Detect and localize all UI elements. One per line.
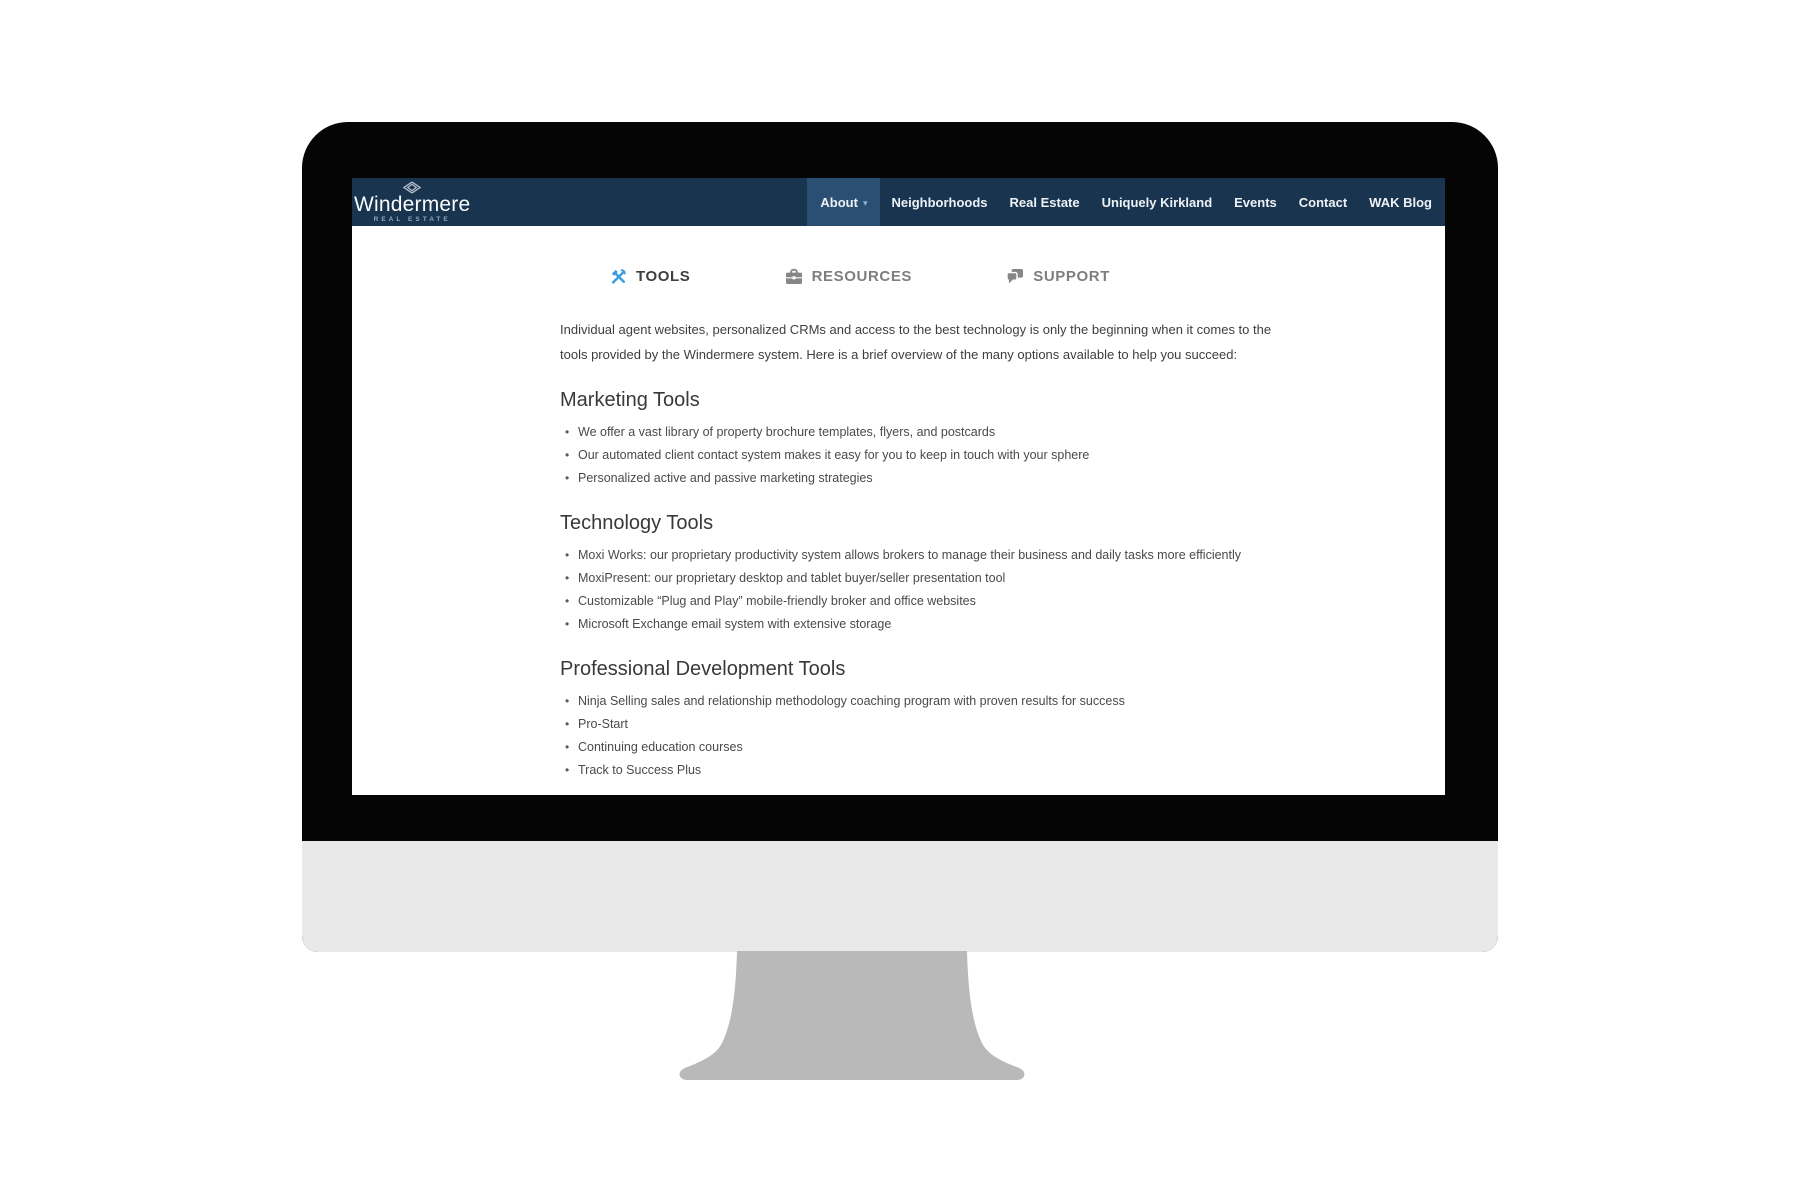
browser-viewport bbox=[352, 178, 1445, 795]
list-item: • Pro-Start bbox=[560, 713, 1284, 736]
monitor-chin bbox=[302, 841, 1498, 952]
list-item: • Customizable “Plug and Play” mobile-friendly broker and office websites bbox=[560, 590, 1284, 613]
windermere-logo[interactable] bbox=[352, 178, 470, 226]
list-item: • Continuing education courses bbox=[560, 736, 1284, 759]
nav-item-label: WAK Blog bbox=[1369, 194, 1432, 210]
tab-support[interactable] bbox=[1006, 268, 1110, 285]
nav-item-wak-blog[interactable] bbox=[1358, 178, 1443, 226]
brand-tagline: REAL ESTATE bbox=[373, 215, 451, 223]
section-technology-tools bbox=[560, 512, 1284, 636]
nav-item-neighborhoods[interactable] bbox=[880, 178, 998, 226]
nav-item-label: About bbox=[820, 194, 858, 210]
nav-item-label: Real Estate bbox=[1009, 194, 1080, 210]
list-item: • Ninja Selling sales and relationship methodology coaching program with proven results for success bbox=[560, 690, 1284, 713]
nav-item-label: Neighborhoods bbox=[891, 194, 988, 210]
briefcase-icon bbox=[785, 268, 803, 285]
list-item: • Track to Success Plus bbox=[560, 759, 1284, 782]
nav-item-label: Contact bbox=[1298, 194, 1348, 210]
bullet-list bbox=[560, 544, 1284, 636]
list-item: • We offer a vast library of property brochure templates, flyers, and postcards bbox=[560, 421, 1284, 444]
nav-item-label: Uniquely Kirkland bbox=[1101, 194, 1213, 210]
page-content bbox=[560, 317, 1284, 782]
chat-bubbles-icon bbox=[1006, 268, 1024, 285]
tab-label: TOOLS bbox=[636, 268, 691, 285]
list-item: • MoxiPresent: our proprietary desktop and tablet buyer/seller presentation tool bbox=[560, 567, 1284, 590]
tab-label: RESOURCES bbox=[811, 268, 913, 285]
nav-menu bbox=[807, 178, 1445, 226]
windermere-diamond-icon bbox=[400, 181, 424, 194]
section-marketing-tools bbox=[560, 389, 1284, 490]
bullet-list bbox=[560, 690, 1284, 782]
brand-name: Windermere bbox=[354, 192, 471, 216]
nav-item-contact[interactable] bbox=[1288, 178, 1358, 226]
monitor-bezel bbox=[302, 122, 1498, 952]
site-navbar bbox=[352, 178, 1445, 226]
chevron-down-icon: ▾ bbox=[862, 197, 868, 208]
monitor-stand bbox=[677, 951, 1027, 1081]
nav-item-uniquely-kirkland[interactable] bbox=[1091, 178, 1224, 226]
section-heading: Professional Development Tools bbox=[560, 658, 846, 680]
list-item: • Microsoft Exchange email system with extensive storage bbox=[560, 613, 1284, 636]
bullet-list bbox=[560, 421, 1284, 490]
tab-resources[interactable] bbox=[785, 268, 912, 285]
nav-item-events[interactable] bbox=[1223, 178, 1288, 226]
section-professional-development-tools bbox=[560, 658, 1284, 782]
tab-tools[interactable] bbox=[610, 268, 690, 285]
tab-label: SUPPORT bbox=[1033, 268, 1110, 285]
list-item: • Moxi Works: our proprietary productivity system allows brokers to manage their business and daily tasks more efficiently bbox=[560, 544, 1284, 567]
nav-item-real-estate[interactable] bbox=[999, 178, 1091, 226]
nav-item-label: Events bbox=[1234, 194, 1277, 210]
tools-icon bbox=[610, 268, 627, 285]
section-tabs bbox=[610, 268, 1110, 285]
intro-paragraph: Individual agent websites, personalized CRMs and access to the best technology is only the beginning when it comes to the tools provided by the Windermere system. Here is a brief overview of the many options available to help you succeed: bbox=[560, 322, 1272, 362]
section-heading: Marketing Tools bbox=[560, 389, 700, 411]
nav-item-about[interactable] bbox=[807, 178, 880, 226]
list-item: • Personalized active and passive marketing strategies bbox=[560, 467, 1284, 490]
list-item: • Our automated client contact system makes it easy for you to keep in touch with your sphere bbox=[560, 444, 1284, 467]
section-heading: Technology Tools bbox=[560, 512, 714, 534]
